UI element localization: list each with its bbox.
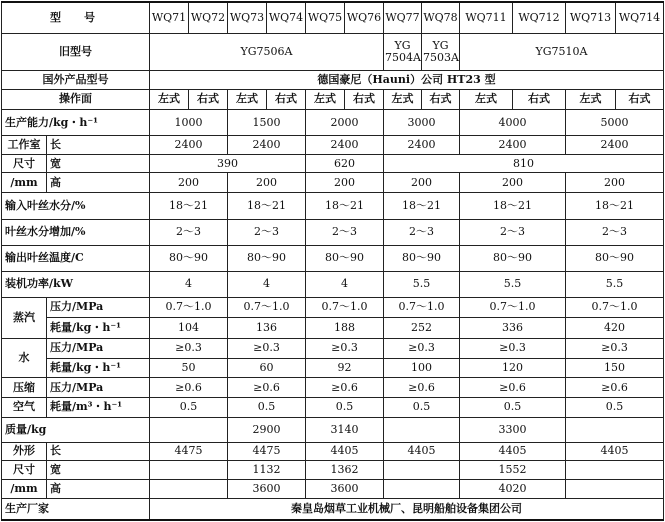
dim-height-value-empty [150, 479, 228, 498]
operation-right: 右式 [267, 89, 306, 110]
air-label-bot: 空气 [2, 398, 47, 418]
foreign-model-label: 国外产品型号 [2, 70, 150, 89]
chamber-height-row [2, 173, 664, 193]
mass-value: 3300 [460, 417, 566, 442]
water-pressure-value: ≥0.3 [460, 339, 566, 359]
model-cell: WQ72 [189, 2, 228, 33]
steam-consumption-value: 136 [228, 318, 306, 339]
mass-value-empty [150, 417, 228, 442]
water-pressure-value: ≥0.3 [384, 339, 460, 359]
water-pressure-row [2, 339, 664, 359]
mass-value: 3140 [306, 417, 384, 442]
manufacturer-row [2, 498, 664, 520]
dim-height-row [2, 479, 664, 498]
operation-right: 右式 [345, 89, 384, 110]
dim-width-value: 1552 [460, 461, 566, 480]
old-model-label: 旧型号 [2, 33, 150, 70]
inlet-moisture-value: 18～21 [384, 193, 460, 220]
operation-left: 左式 [566, 89, 616, 110]
chamber-width-value: 620 [306, 154, 384, 173]
dim-height-value: 4020 [460, 479, 566, 498]
chamber-length-value: 2400 [150, 136, 228, 155]
outlet-temp-value: 80～90 [306, 245, 384, 271]
old-model-cell: YG 7504A [384, 33, 422, 70]
water-consumption-value: 120 [460, 358, 566, 378]
water-pressure-value: ≥0.3 [306, 339, 384, 359]
dim-width-value-empty [150, 461, 228, 480]
air-pressure-row [2, 378, 664, 398]
water-pressure-value: ≥0.3 [228, 339, 306, 359]
model-cell: WQ74 [267, 2, 306, 33]
air-pressure-value: ≥0.6 [384, 378, 460, 398]
operation-left: 左式 [150, 89, 189, 110]
model-cell: WQ711 [460, 2, 513, 33]
chamber-length-value: 2400 [228, 136, 306, 155]
water-consumption-value: 150 [566, 358, 664, 378]
dim-width-value: 1362 [306, 461, 384, 480]
moisture-increase-label: 叶丝水分增加/% [2, 219, 150, 245]
chamber-height-value: 200 [460, 173, 566, 193]
chamber-length-value: 2400 [306, 136, 384, 155]
capacity-value: 5000 [566, 110, 664, 136]
dim-width-label: 宽 [47, 461, 150, 480]
dim-height-value-empty [566, 479, 664, 498]
air-consumption-row [2, 398, 664, 418]
steam-pressure-value: 0.7～1.0 [150, 297, 228, 318]
capacity-value: 3000 [384, 110, 460, 136]
air-consumption-value: 0.5 [150, 398, 228, 418]
operation-left: 左式 [306, 89, 345, 110]
manufacturer-label: 生产厂家 [2, 498, 150, 520]
chamber-width-row [2, 154, 664, 173]
dim-width-row [2, 461, 664, 480]
steam-consumption-row [2, 318, 664, 339]
outlet-temp-label: 输出叶丝温度/C [2, 245, 150, 271]
steam-pressure-row [2, 297, 664, 318]
steam-consumption-value: 336 [460, 318, 566, 339]
capacity-value: 1500 [228, 110, 306, 136]
old-model-cell: YG7510A [460, 33, 664, 70]
water-consumption-value: 60 [228, 358, 306, 378]
inlet-moisture-value: 18～21 [150, 193, 228, 220]
air-consumption-label: 耗量/m³・h⁻¹ [47, 398, 150, 418]
old-model-row [2, 33, 664, 70]
water-consumption-label: 耗量/kg・h⁻¹ [47, 358, 150, 378]
dim-length-value: 4405 [460, 442, 566, 461]
capacity-value: 1000 [150, 110, 228, 136]
moisture-increase-value: 2～3 [228, 219, 306, 245]
air-pressure-value: ≥0.6 [460, 378, 566, 398]
power-value: 5.5 [384, 271, 460, 297]
chamber-height-value: 200 [384, 173, 460, 193]
dim-length-value: 4475 [228, 442, 306, 461]
air-consumption-value: 0.5 [460, 398, 566, 418]
chamber-length-value: 2400 [384, 136, 460, 155]
model-cell: WQ73 [228, 2, 267, 33]
air-label-top: 压缩 [2, 378, 47, 398]
chamber-length-label: 长 [47, 136, 150, 155]
dim-label-top: 外形 [2, 442, 47, 461]
model-label: 型 号 [2, 2, 150, 33]
inlet-moisture-row [2, 193, 664, 220]
moisture-increase-value: 2～3 [150, 219, 228, 245]
moisture-increase-value: 2～3 [306, 219, 384, 245]
power-value: 5.5 [460, 271, 566, 297]
inlet-moisture-value: 18～21 [566, 193, 664, 220]
chamber-height-value: 200 [566, 173, 664, 193]
air-pressure-label: 压力/MPa [47, 378, 150, 398]
model-cell: WQ78 [422, 2, 460, 33]
power-value: 4 [306, 271, 384, 297]
old-model-cell: YG7506A [150, 33, 384, 70]
chamber-height-label: 高 [47, 173, 150, 193]
dim-width-value-empty [384, 461, 460, 480]
steam-consumption-value: 104 [150, 318, 228, 339]
outlet-temp-value: 80～90 [566, 245, 664, 271]
dim-height-label: 高 [47, 479, 150, 498]
dim-length-value: 4405 [566, 442, 664, 461]
mass-label: 质量/kg [2, 417, 150, 442]
water-consumption-value: 100 [384, 358, 460, 378]
model-cell: WQ712 [513, 2, 566, 33]
water-pressure-value: ≥0.3 [150, 339, 228, 359]
chamber-length-row [2, 136, 664, 155]
capacity-row [2, 110, 664, 136]
mass-value-empty [384, 417, 460, 442]
mass-value-empty [566, 417, 664, 442]
dim-length-label: 长 [47, 442, 150, 461]
dim-length-value: 4405 [306, 442, 384, 461]
model-cell: WQ71 [150, 2, 189, 33]
model-cell: WQ714 [616, 2, 664, 33]
dim-height-value-empty [384, 479, 460, 498]
steam-pressure-label: 压力/MPa [47, 297, 150, 318]
power-value: 4 [150, 271, 228, 297]
operation-label: 操作面 [2, 89, 150, 110]
operation-row [2, 89, 664, 110]
foreign-model-cell: 德国豪尼（Hauni）公司 HT23 型 [150, 70, 664, 89]
power-row [2, 271, 664, 297]
chamber-label-mid: 尺寸 [2, 154, 47, 173]
power-value: 4 [228, 271, 306, 297]
capacity-value: 2000 [306, 110, 384, 136]
inlet-moisture-value: 18～21 [228, 193, 306, 220]
dim-height-value: 3600 [306, 479, 384, 498]
chamber-width-value: 390 [150, 154, 306, 173]
air-pressure-value: ≥0.6 [150, 378, 228, 398]
chamber-label-bot: /mm [2, 173, 47, 193]
steam-label: 蒸汽 [2, 297, 47, 338]
operation-right: 右式 [616, 89, 664, 110]
steam-pressure-value: 0.7～1.0 [228, 297, 306, 318]
steam-consumption-value: 188 [306, 318, 384, 339]
chamber-height-value: 200 [228, 173, 306, 193]
chamber-length-value: 2400 [460, 136, 566, 155]
manufacturer-value: 秦皇岛烟草工业机械厂、昆明船舶设备集团公司 [150, 498, 664, 520]
steam-consumption-label: 耗量/kg・h⁻¹ [47, 318, 150, 339]
chamber-width-value: 810 [384, 154, 664, 173]
steam-pressure-value: 0.7～1.0 [384, 297, 460, 318]
steam-consumption-value: 252 [384, 318, 460, 339]
model-cell: WQ76 [345, 2, 384, 33]
steam-pressure-value: 0.7～1.0 [460, 297, 566, 318]
dim-height-value: 3600 [228, 479, 306, 498]
outlet-temp-value: 80～90 [228, 245, 306, 271]
air-consumption-value: 0.5 [228, 398, 306, 418]
capacity-label: 生产能力/kg・h⁻¹ [2, 110, 150, 136]
water-pressure-label: 压力/MPa [47, 339, 150, 359]
air-pressure-value: ≥0.6 [566, 378, 664, 398]
water-consumption-row [2, 358, 664, 378]
dim-width-value-empty [566, 461, 664, 480]
moisture-increase-value: 2～3 [384, 219, 460, 245]
model-cell: WQ75 [306, 2, 345, 33]
dim-label-bot: /mm [2, 479, 47, 498]
model-row [2, 2, 664, 33]
chamber-height-value: 200 [306, 173, 384, 193]
operation-left: 左式 [384, 89, 422, 110]
dim-length-value: 4475 [150, 442, 228, 461]
moisture-increase-row [2, 219, 664, 245]
inlet-moisture-label: 输入叶丝水分/% [2, 193, 150, 220]
model-cell: WQ77 [384, 2, 422, 33]
steam-pressure-value: 0.7～1.0 [306, 297, 384, 318]
water-pressure-value: ≥0.3 [566, 339, 664, 359]
inlet-moisture-value: 18～21 [460, 193, 566, 220]
operation-right: 右式 [422, 89, 460, 110]
operation-right: 右式 [513, 89, 566, 110]
outlet-temp-value: 80～90 [150, 245, 228, 271]
dim-length-row [2, 442, 664, 461]
air-consumption-value: 0.5 [306, 398, 384, 418]
capacity-value: 4000 [460, 110, 566, 136]
moisture-increase-value: 2～3 [566, 219, 664, 245]
operation-right: 右式 [189, 89, 228, 110]
outlet-temp-row [2, 245, 664, 271]
dim-width-value: 1132 [228, 461, 306, 480]
outlet-temp-value: 80～90 [384, 245, 460, 271]
inlet-moisture-value: 18～21 [306, 193, 384, 220]
air-consumption-value: 0.5 [384, 398, 460, 418]
mass-value: 2900 [228, 417, 306, 442]
moisture-increase-value: 2～3 [460, 219, 566, 245]
chamber-label-top: 工作室 [2, 136, 47, 155]
power-value: 5.5 [566, 271, 664, 297]
specification-table [1, 1, 664, 521]
water-consumption-value: 50 [150, 358, 228, 378]
operation-left: 左式 [460, 89, 513, 110]
outlet-temp-value: 80～90 [460, 245, 566, 271]
chamber-height-value: 200 [150, 173, 228, 193]
dim-length-value: 4405 [384, 442, 460, 461]
power-label: 装机功率/kW [2, 271, 150, 297]
model-cell: WQ713 [566, 2, 616, 33]
chamber-width-label: 宽 [47, 154, 150, 173]
water-consumption-value: 92 [306, 358, 384, 378]
steam-pressure-value: 0.7～1.0 [566, 297, 664, 318]
mass-row [2, 417, 664, 442]
air-pressure-value: ≥0.6 [228, 378, 306, 398]
foreign-model-row [2, 70, 664, 89]
operation-left: 左式 [228, 89, 267, 110]
chamber-length-value: 2400 [566, 136, 664, 155]
old-model-cell: YG 7503A [422, 33, 460, 70]
air-consumption-value: 0.5 [566, 398, 664, 418]
air-pressure-value: ≥0.6 [306, 378, 384, 398]
dim-label-mid: 尺寸 [2, 461, 47, 480]
water-label: 水 [2, 339, 47, 378]
steam-consumption-value: 420 [566, 318, 664, 339]
